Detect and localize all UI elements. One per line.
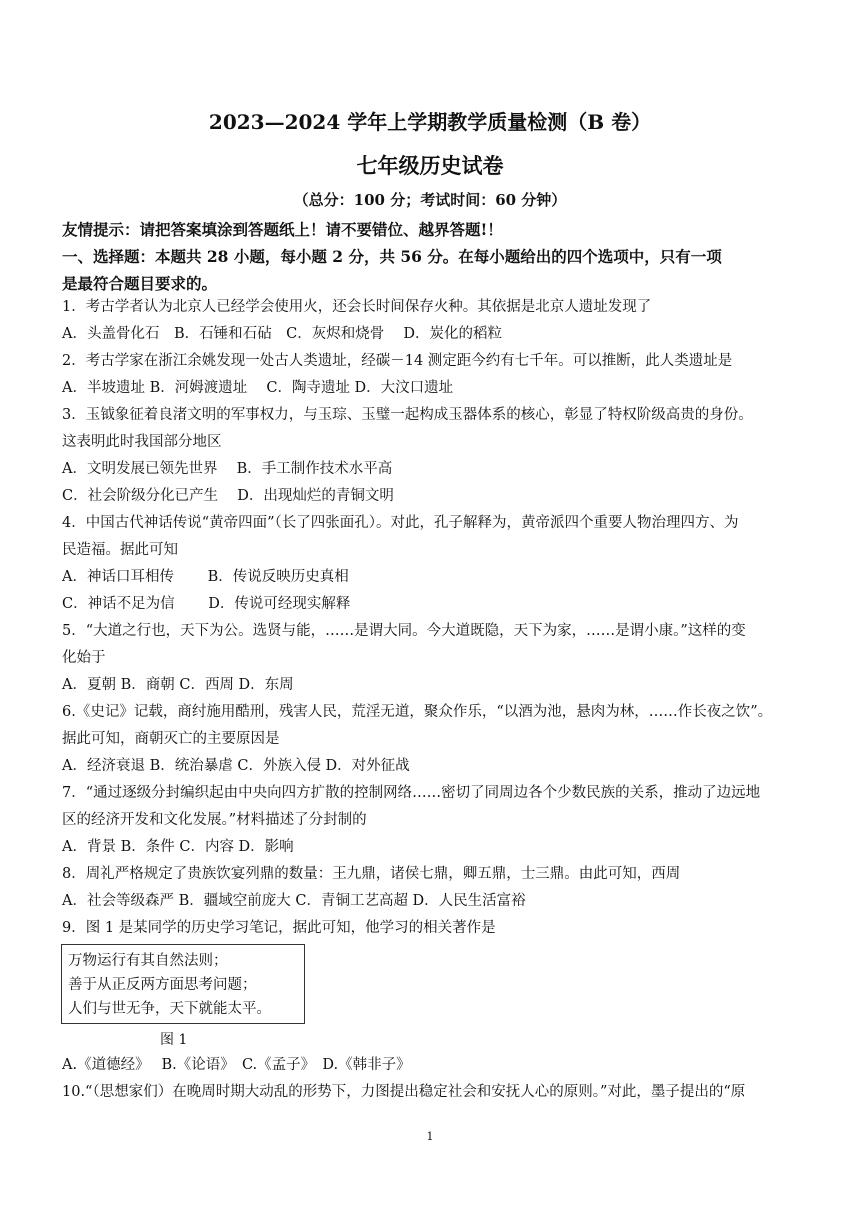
question-5-options: A．夏朝 B．商朝 C．西周 D．东周 <box>62 677 294 693</box>
figure-caption: 图 1 <box>160 1032 188 1048</box>
question-3-stem-cont: 这表明此时我国部分地区 <box>62 434 222 450</box>
question-5-stem: 5．“大道之行也，天下为公。选贤与能，……是谓大同。今大道既隐，天下为家，……是谓小康。”这样的变 <box>62 623 746 639</box>
question-8-stem: 8．周礼严格规定了贵族饮宴列鼎的数量：王九鼎，诸侯七鼎，卿五鼎，士三鼎。由此可知，西周 <box>62 866 681 882</box>
section-heading-cont: 是最符合题目要求的。 <box>62 274 218 293</box>
note-line: 人们与世无争，天下就能太平。 <box>68 1001 271 1017</box>
question-10-stem: 10.“（思想家们）在晚周时期大动乱的形势下，力图提出稳定社会和安抚人心的原则。”对此，墨子提出的“原 <box>62 1084 746 1100</box>
question-4-options-cd: C．神话不足为信 D．传说可经现实解释 <box>62 596 351 612</box>
exam-subtitle: 七年级历史试卷 <box>356 153 504 178</box>
section-heading: 一、选择题：本题共 28 小题，每小题 2 分，共 56 分。在每小题给出的四个选项中，只有一项 <box>62 247 722 266</box>
question-4-stem-cont: 民造福。据此可知 <box>62 542 178 558</box>
question-3-options-ab: A．文明发展已领先世界 B．手工制作技术水平高 <box>62 461 393 477</box>
note-line: 善于从正反两方面思考问题； <box>68 977 257 993</box>
note-line: 万物运行有其自然法则； <box>68 953 228 969</box>
study-note-box <box>61 944 305 1024</box>
question-2-stem: 2．考古学家在浙江余姚发现一处古人类遗址，经碳－14 测定距今约有七千年。可以推断，此人类遗址是 <box>62 353 733 369</box>
question-1-stem: 1．考古学者认为北京人已经学会使用火，还会长时间保存火种。其依据是北京人遗址发现了 <box>62 299 652 315</box>
question-7-options: A．背景 B．条件 C．内容 D．影响 <box>62 839 294 855</box>
question-4-stem: 4．中国古代神话传说“黄帝四面”（长了四张面孔）。对此，孔子解释为，黄帝派四个重要人物治理四方、为 <box>62 515 739 531</box>
question-6-stem: 6.《史记》记载，商纣施用酷刑，残害人民，荒淫无道，聚众作乐，“以酒为池，悬肉为林，……作长夜之饮”。 <box>62 704 773 720</box>
question-7-stem: 7．“通过逐级分封编织起由中央向四方扩散的控制网络……密切了同周边各个少数民族的关系，推动了边远地 <box>62 785 761 801</box>
question-3-options-cd: C．社会阶级分化已产生 D．出现灿烂的青铜文明 <box>62 488 394 504</box>
page-number: 1 <box>426 1130 434 1143</box>
question-2-options: A．半坡遗址 B．河姆渡遗址 C．陶寺遗址 D．大汶口遗址 <box>62 380 454 396</box>
question-4-options-ab: A．神话口耳相传 B．传说反映历史真相 <box>62 569 349 585</box>
question-9-stem: 9．图 1 是某同学的历史学习笔记，据此可知，他学习的相关著作是 <box>62 920 496 936</box>
exam-title: 2023—2024 学年上学期教学质量检测（B 卷） <box>208 110 652 134</box>
exam-info: （总分：100 分；考试时间：60 分钟） <box>293 191 567 209</box>
friendly-tip: 友情提示：请把答案填涂到答题纸上！请不要错位、越界答题!！ <box>62 220 503 239</box>
question-3-stem: 3．玉钺象征着良渚文明的军事权力，与玉琮、玉璧一起构成玉器体系的核心，彰显了特权阶级高贵的身份。 <box>62 407 753 423</box>
question-5-stem-cont: 化始于 <box>62 650 106 666</box>
question-1-options: A．头盖骨化石 B．石锤和石砧 C．灰烬和烧骨 D．炭化的稻粒 <box>62 326 502 342</box>
question-7-stem-cont: 区的经济开发和文化发展。”材料描述了分封制的 <box>62 812 367 828</box>
question-6-options: A．经济衰退 B．统治暴虐 C．外族入侵 D．对外征战 <box>62 758 410 774</box>
question-6-stem-cont: 据此可知，商朝灭亡的主要原因是 <box>62 731 280 747</box>
question-8-options: A．社会等级森严 B．疆域空前庞大 C．青铜工艺高超 D．人民生活富裕 <box>62 893 526 909</box>
question-9-options: A.《道德经》 B.《论语》 C.《孟子》 D.《韩非子》 <box>62 1057 411 1073</box>
